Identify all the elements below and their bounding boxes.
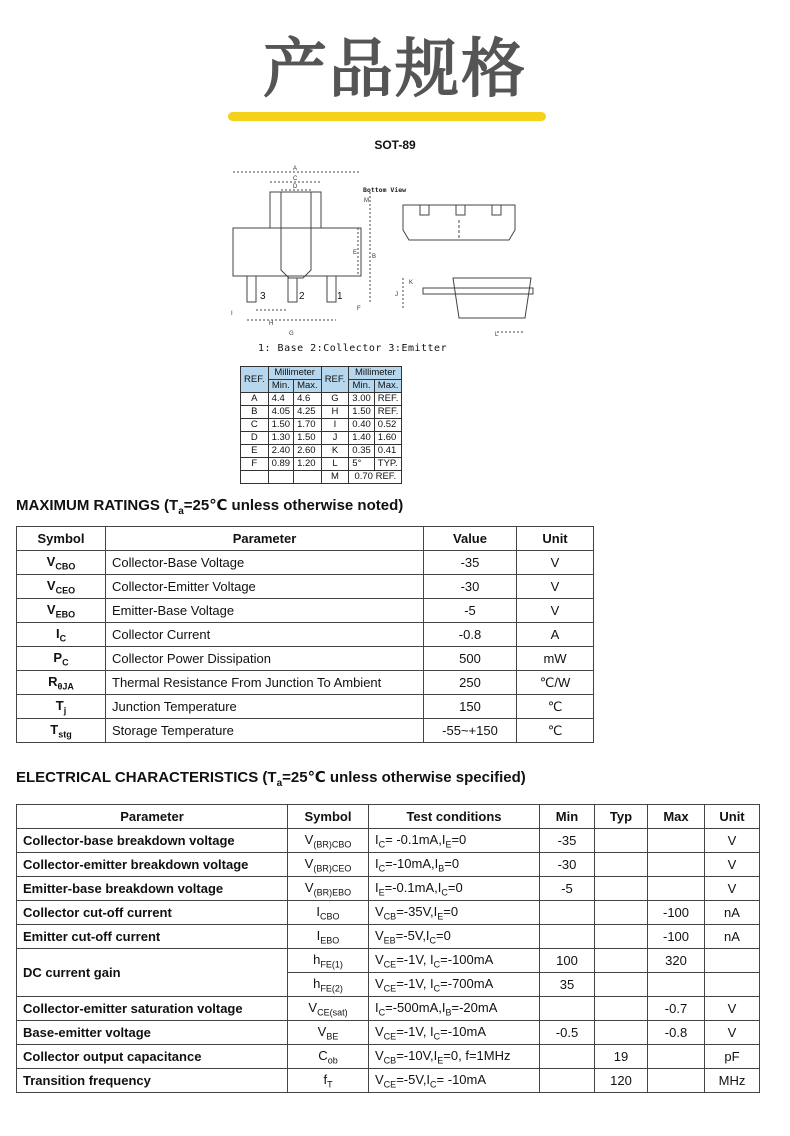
symbol-letter: h — [313, 951, 321, 967]
dim-min: 5° — [349, 458, 375, 471]
ec-max: -0.8 — [648, 1021, 705, 1045]
col-header-value: Value — [424, 527, 517, 551]
dim-min: 4.4 — [268, 393, 294, 406]
symbol-subscript: ob — [327, 1055, 338, 1066]
ec-conditions: $I_C=-10mA,I_B=0$ — [369, 853, 540, 877]
ec-conditions: $V_{EB}=-5V,I_C=0$ — [369, 925, 540, 949]
rating-symbol — [17, 695, 106, 719]
rating-value: -5 — [424, 599, 517, 623]
dim-max: 2.60 — [294, 445, 322, 458]
symbol-letter: T — [50, 721, 59, 737]
dim-ref: I — [321, 419, 349, 432]
rating-value: -30 — [424, 575, 517, 599]
symbol-subscript: CE(sat) — [317, 1007, 348, 1018]
rating-value: -55~+150 — [424, 719, 517, 743]
title-underline — [228, 112, 546, 121]
rating-unit: V — [517, 599, 594, 623]
rating-row — [17, 671, 594, 695]
ec-unit: pF — [705, 1045, 760, 1069]
rating-row — [17, 599, 594, 623]
rating-parameter: Junction Temperature — [106, 695, 424, 719]
ec-max: 320 — [648, 949, 705, 973]
bottom-view-label: Bottom View — [363, 186, 407, 194]
ec-parameter: Collector-base breakdown voltage — [17, 829, 288, 853]
dim-row — [241, 471, 402, 484]
dim-value: 0.70 REF. — [349, 471, 402, 484]
dim-ref: G — [321, 393, 349, 406]
symbol-letter: V — [308, 999, 318, 1015]
rating-symbol — [17, 671, 106, 695]
ec-row — [17, 997, 760, 1021]
ec-typ — [595, 925, 648, 949]
symbol-subscript: EBO — [55, 609, 76, 620]
ec-typ — [595, 997, 648, 1021]
dim-max: 1.50 — [294, 432, 322, 445]
ec-header-conditions: Test conditions — [369, 805, 540, 829]
dim-min: 3.00 — [349, 393, 375, 406]
symbol-letter: T — [55, 697, 64, 713]
symbol-subscript: j — [63, 705, 67, 716]
dim-max: 1.20 — [294, 458, 322, 471]
rating-parameter: Collector Power Dissipation — [106, 647, 424, 671]
dim-min: 0.89 — [268, 458, 294, 471]
col-header-unit: Unit — [517, 527, 594, 551]
ec-min — [540, 1069, 595, 1093]
mm-header-1: Millimeter — [268, 367, 321, 380]
dim-label-m: M — [364, 198, 369, 204]
dim-label-b: B — [372, 254, 377, 260]
dim-ref: E — [241, 445, 269, 458]
ec-conditions: $I_C=-500mA,I_B=-20mA$ — [369, 997, 540, 1021]
ec-row — [17, 877, 760, 901]
page-title: 产品规格 — [263, 33, 527, 107]
dim-ref: J — [321, 432, 349, 445]
ec-max: -100 — [648, 925, 705, 949]
ec-symbol — [288, 901, 369, 925]
rating-symbol — [17, 599, 106, 623]
min-header-2: Min. — [349, 380, 375, 393]
symbol-letter: R — [48, 673, 58, 689]
ec-row — [17, 949, 760, 973]
rating-parameter: Collector-Emitter Voltage — [106, 575, 424, 599]
dim-max: 4.25 — [294, 406, 322, 419]
ec-parameter: Base-emitter voltage — [17, 1021, 288, 1045]
ec-symbol — [288, 925, 369, 949]
ec-unit — [705, 973, 760, 997]
ec-conditions: $V_{CE}=-1V$, $I_C=-10mA$ — [369, 1021, 540, 1045]
ec-symbol — [288, 1069, 369, 1093]
dim-min: 0.40 — [349, 419, 375, 432]
min-header-1: Min. — [268, 380, 294, 393]
ec-symbol — [288, 1045, 369, 1069]
rating-unit: mW — [517, 647, 594, 671]
rating-row — [17, 551, 594, 575]
ec-conditions: $V_{CB}=-10V,I_E=0$, f=1MHz — [369, 1045, 540, 1069]
symbol-letter: V — [304, 855, 314, 871]
symbol-subscript: C — [62, 657, 69, 668]
ec-min — [540, 901, 595, 925]
tab-outline — [270, 192, 321, 228]
symbol-subscript: (BR)CEO — [313, 863, 352, 874]
ref-header-2: REF. — [321, 367, 349, 393]
dim-ref: D — [241, 432, 269, 445]
symbol-subscript: stg — [58, 729, 72, 740]
rating-value: -0.8 — [424, 623, 517, 647]
ec-typ — [595, 877, 648, 901]
ec-typ — [595, 949, 648, 973]
symbol-subscript: CBO — [320, 911, 340, 922]
ec-min: -30 — [540, 853, 595, 877]
symbol-subscript: CBO — [55, 561, 76, 572]
dim-label-i: I — [231, 311, 233, 317]
rating-symbol — [17, 551, 106, 575]
side-view-body — [453, 278, 531, 318]
symbol-subscript: T — [327, 1079, 333, 1090]
ec-typ — [595, 973, 648, 997]
ec-row — [17, 853, 760, 877]
dimension-table — [240, 366, 402, 484]
symbol-letter: I — [316, 903, 321, 919]
ec-unit: nA — [705, 901, 760, 925]
ec-unit — [705, 949, 760, 973]
package-outline-drawing — [225, 160, 545, 340]
ec-row — [17, 901, 760, 925]
symbol-letter: C — [318, 1047, 328, 1063]
ec-conditions: $V_{CE}=-5V,I_C= -10mA$ — [369, 1069, 540, 1093]
ec-parameter: Collector output capacitance — [17, 1045, 288, 1069]
symbol-subscript: (BR)EBO — [313, 887, 352, 898]
ec-min: -35 — [540, 829, 595, 853]
dim-max: 0.52 — [374, 419, 402, 432]
symbol-letter: I — [316, 927, 321, 943]
symbol-letter: V — [46, 577, 56, 593]
rating-unit: V — [517, 575, 594, 599]
ec-parameter: Emitter-base breakdown voltage — [17, 877, 288, 901]
dim-label-c: C — [293, 176, 298, 182]
dim-max: 0.41 — [374, 445, 402, 458]
dim-empty — [241, 471, 269, 484]
rating-parameter: Collector-Base Voltage — [106, 551, 424, 575]
pin-1 — [327, 276, 336, 302]
symbol-subscript: EBO — [320, 935, 340, 946]
ec-parameter: Collector-emitter breakdown voltage — [17, 853, 288, 877]
dim-empty — [268, 471, 294, 484]
symbol-subscript: θJA — [57, 681, 74, 692]
ec-max — [648, 1069, 705, 1093]
rating-unit: V — [517, 551, 594, 575]
ec-typ — [595, 901, 648, 925]
ec-conditions: $V_{CE}=-1V$, $I_C=-100mA$ — [369, 949, 540, 973]
rating-row — [17, 575, 594, 599]
dim-ref: A — [241, 393, 269, 406]
ec-max — [648, 1045, 705, 1069]
dim-min: 1.50 — [268, 419, 294, 432]
ec-header-max: Max — [648, 805, 705, 829]
dim-min: 4.05 — [268, 406, 294, 419]
ec-min — [540, 997, 595, 1021]
max-ratings-heading: MAXIMUM RATINGS ($T_a=25℃$ unless otherwise noted) — [16, 497, 404, 517]
rating-row — [17, 647, 594, 671]
dim-ref: K — [321, 445, 349, 458]
rating-symbol — [17, 575, 106, 599]
dim-ref: H — [321, 406, 349, 419]
symbol-subscript: CEO — [55, 585, 76, 596]
ec-typ — [595, 829, 648, 853]
dim-row — [241, 458, 402, 471]
ec-parameter: DC current gain — [17, 949, 288, 997]
symbol-subscript: FE(1) — [320, 959, 343, 970]
ec-max: -100 — [648, 901, 705, 925]
dim-row — [241, 406, 402, 419]
ec-row — [17, 1069, 760, 1093]
mm-header-2: Millimeter — [349, 367, 402, 380]
ec-typ — [595, 853, 648, 877]
col-header-parameter: Parameter — [106, 527, 424, 551]
dim-label-g: G — [289, 331, 294, 337]
symbol-letter: V — [46, 553, 56, 569]
dim-label-j: J — [395, 292, 398, 298]
dim-max: REF. — [374, 393, 402, 406]
rating-value: -35 — [424, 551, 517, 575]
max-header-2: Max. — [374, 380, 402, 393]
dim-ref: L — [321, 458, 349, 471]
ec-conditions: $I_C= -0.1mA,I_E=0$ — [369, 829, 540, 853]
dim-min: 1.40 — [349, 432, 375, 445]
ec-symbol — [288, 1021, 369, 1045]
dim-max: 4.6 — [294, 393, 322, 406]
ec-min: 100 — [540, 949, 595, 973]
symbol-letter: V — [304, 831, 314, 847]
dim-label-k: K — [409, 280, 414, 286]
dim-min: 1.30 — [268, 432, 294, 445]
rating-parameter: Thermal Resistance From Junction To Ambient — [106, 671, 424, 695]
ec-row — [17, 829, 760, 853]
symbol-subscript: BE — [326, 1031, 339, 1042]
ec-min: -0.5 — [540, 1021, 595, 1045]
dim-row — [241, 419, 402, 432]
ec-symbol — [288, 829, 369, 853]
ec-max — [648, 877, 705, 901]
pin-3 — [247, 276, 256, 302]
ec-header-symbol: Symbol — [288, 805, 369, 829]
ec-max — [648, 973, 705, 997]
symbol-letter: f — [323, 1071, 328, 1087]
dim-label-l: L — [495, 332, 499, 338]
ec-row — [17, 925, 760, 949]
symbol-letter: V — [46, 601, 56, 617]
rating-symbol — [17, 623, 106, 647]
ref-header-1: REF. — [241, 367, 269, 393]
ec-header-parameter: Parameter — [17, 805, 288, 829]
rating-value: 250 — [424, 671, 517, 695]
ec-conditions: $I_E=-0.1mA,I_C=0$ — [369, 877, 540, 901]
ec-max — [648, 853, 705, 877]
dim-label-f: F — [357, 306, 361, 312]
package-label: SOT-89 — [374, 138, 416, 152]
dim-min: 0.35 — [349, 445, 375, 458]
ec-min — [540, 925, 595, 949]
ec-unit: nA — [705, 925, 760, 949]
dim-max: REF. — [374, 406, 402, 419]
ec-typ: 120 — [595, 1069, 648, 1093]
dim-row — [241, 445, 402, 458]
ec-symbol — [288, 949, 369, 973]
pin-number-3: 3 — [260, 291, 266, 302]
ec-parameter: Collector-emitter saturation voltage — [17, 997, 288, 1021]
dim-label-e: E — [353, 250, 358, 256]
electrical-characteristics-table — [16, 804, 760, 1093]
rating-unit: ℃/W — [517, 671, 594, 695]
ec-unit: V — [705, 997, 760, 1021]
symbol-letter: h — [313, 975, 321, 991]
ec-unit: MHz — [705, 1069, 760, 1093]
dim-ref: C — [241, 419, 269, 432]
symbol-letter: P — [53, 649, 63, 665]
dim-min: 2.40 — [268, 445, 294, 458]
package-body — [233, 228, 361, 276]
rating-row — [17, 623, 594, 647]
symbol-subscript: FE(2) — [320, 983, 343, 994]
dim-label-d: D — [293, 184, 298, 190]
ec-unit: V — [705, 829, 760, 853]
max-header-1: Max. — [294, 380, 322, 393]
pin-caption: 1: Base 2:Collector 3:Emitter — [258, 343, 448, 354]
rating-symbol — [17, 647, 106, 671]
symbol-letter: V — [304, 879, 314, 895]
pin-number-2: 2 — [299, 291, 305, 302]
rating-symbol — [17, 719, 106, 743]
ec-max: -0.7 — [648, 997, 705, 1021]
dim-max: 1.60 — [374, 432, 402, 445]
dim-max: TYP. — [374, 458, 402, 471]
dim-ref: M — [321, 471, 349, 484]
ec-header-typ: Typ — [595, 805, 648, 829]
ec-conditions: $V_{CB}=-35V,I_E=0$ — [369, 901, 540, 925]
ec-typ: 19 — [595, 1045, 648, 1069]
ec-unit: V — [705, 877, 760, 901]
ec-parameter: Transition frequency — [17, 1069, 288, 1093]
ec-parameter: Collector cut-off current — [17, 901, 288, 925]
ec-min — [540, 1045, 595, 1069]
col-header-symbol: Symbol — [17, 527, 106, 551]
dim-row — [241, 393, 402, 406]
dim-label-a: A — [293, 166, 298, 172]
ec-symbol — [288, 997, 369, 1021]
rating-parameter: Collector Current — [106, 623, 424, 647]
electrical-heading: ELECTRICAL CHARACTERISTICS ($T_a=25℃$ unless otherwise specified) — [16, 769, 526, 789]
ec-conditions: $V_{CE}=-1V$, $I_C=-700mA$ — [369, 973, 540, 997]
rating-row — [17, 719, 594, 743]
dim-ref: F — [241, 458, 269, 471]
rating-parameter: Storage Temperature — [106, 719, 424, 743]
ec-parameter: Emitter cut-off current — [17, 925, 288, 949]
max-ratings-table — [16, 526, 594, 743]
ec-unit: V — [705, 853, 760, 877]
ec-symbol — [288, 973, 369, 997]
dim-label-h: H — [269, 321, 274, 327]
pin-2 — [288, 278, 297, 302]
ec-symbol — [288, 853, 369, 877]
ec-typ — [595, 1021, 648, 1045]
dim-max: 1.70 — [294, 419, 322, 432]
rating-value: 150 — [424, 695, 517, 719]
rating-value: 500 — [424, 647, 517, 671]
symbol-letter: V — [317, 1023, 327, 1039]
pin-number-1: 1 — [337, 291, 343, 302]
ec-max — [648, 829, 705, 853]
rating-unit: A — [517, 623, 594, 647]
ec-min: -5 — [540, 877, 595, 901]
dim-row — [241, 432, 402, 445]
symbol-letter: I — [55, 625, 60, 641]
rating-parameter: Emitter-Base Voltage — [106, 599, 424, 623]
ec-header-unit: Unit — [705, 805, 760, 829]
rating-unit: ℃ — [517, 719, 594, 743]
ec-min: 35 — [540, 973, 595, 997]
dim-empty — [294, 471, 322, 484]
ec-header-min: Min — [540, 805, 595, 829]
ec-row — [17, 1021, 760, 1045]
symbol-subscript: (BR)CBO — [313, 839, 352, 850]
collector-tab — [281, 192, 311, 278]
dim-min: 1.50 — [349, 406, 375, 419]
ec-row — [17, 1045, 760, 1069]
rating-row — [17, 695, 594, 719]
dim-ref: B — [241, 406, 269, 419]
ec-unit: V — [705, 1021, 760, 1045]
symbol-subscript: C — [59, 633, 67, 644]
ec-symbol — [288, 877, 369, 901]
rating-unit: ℃ — [517, 695, 594, 719]
